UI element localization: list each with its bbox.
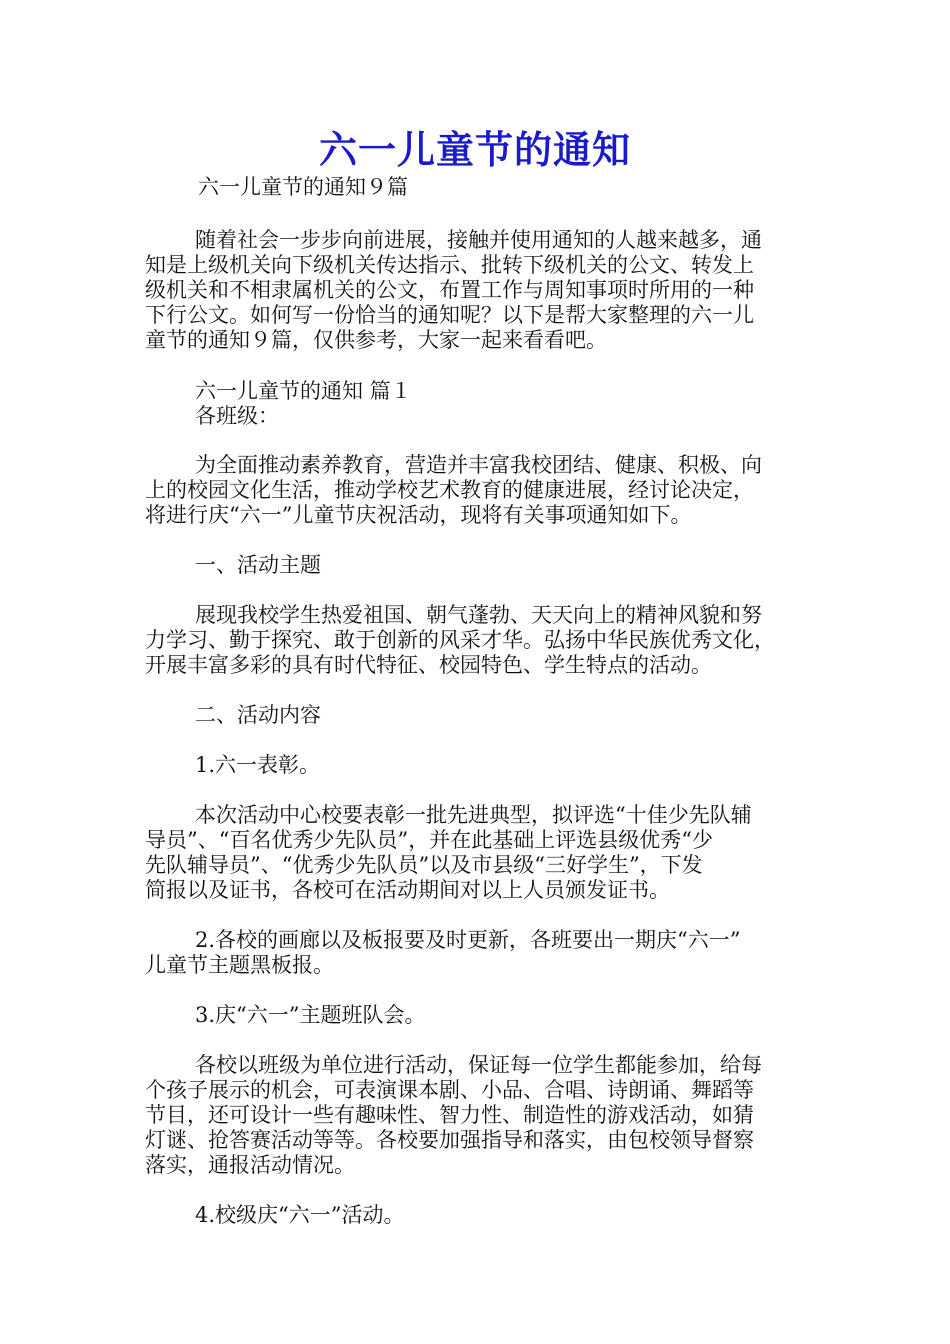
intro-line: 童节的通知９篇，仅供参考，大家一起来看看吧。 (145, 328, 607, 352)
paragraph-line: 将进行庆“六一”儿童节庆祝活动，现将有关事项通知如下。 (145, 503, 692, 527)
list-item: 2.各校的画廊以及板报要及时更新，各班要出一期庆“六一” (195, 928, 741, 952)
paragraph-line: 个孩子展示的机会，可表演课本剧、小品、合唱、诗朗诵、舞蹈等 (145, 1078, 754, 1102)
paragraph-line: 本次活动中心校要表彰一批先进典型，拟评选“十佳少先队辅 (195, 803, 752, 827)
intro-line: 下行公文。如何写一份恰当的通知呢？以下是帮大家整理的六一儿 (145, 303, 754, 327)
paragraph-line: 先队辅导员”、“优秀少先队员”以及市县级“三好学生”，下发 (145, 853, 703, 877)
list-item: 3.庆“六一”主题班队会。 (195, 1003, 426, 1027)
paragraph-line: 落实，通报活动情况。 (145, 1153, 355, 1177)
paragraph-line: 节目，还可设计一些有趣味性、智力性、制造性的游戏活动，如猜 (145, 1103, 754, 1127)
heading-activity-theme: 一、活动主题 (195, 553, 321, 577)
paragraph-line: 导员”、“百名优秀少先队员”，并在此基础上评选县级优秀“少 (145, 828, 713, 852)
salutation: 各班级： (195, 404, 279, 428)
list-item: 4.校级庆“六一”活动。 (195, 1203, 405, 1227)
paragraph-line: 为全面推动素养教育，营造并丰富我校团结、健康、积极、向 (195, 453, 762, 477)
document-subtitle: 六一儿童节的通知９篇 (198, 175, 408, 199)
paragraph-line: 展现我校学生热爱祖国、朝气蓬勃、天天向上的精神风貌和努 (195, 603, 762, 627)
list-item: 儿童节主题黑板报。 (145, 953, 334, 977)
intro-line: 随着社会一步步向前进展，接触并使用通知的人越来越多，通 (195, 228, 762, 252)
intro-line: 知是上级机关向下级机关传达指示、批转下级机关的公文、转发上 (145, 253, 754, 277)
paragraph-line: 简报以及证书，各校可在活动期间对以上人员颁发证书。 (145, 878, 670, 902)
paragraph-line: 力学习、勤于探究、敢于创新的风采才华。弘扬中华民族优秀文化， (145, 628, 775, 652)
paragraph-line: 上的校园文化生活，推动学校艺术教育的健康进展，经讨论决定， (145, 478, 754, 502)
intro-line: 级机关和不相隶属机关的公文，布置工作与周知事项时所用的一种 (145, 278, 754, 302)
document-title: 六一儿童节的通知 (318, 127, 631, 172)
paragraph-line: 开展丰富多彩的具有时代特征、校园特色、学生特点的活动。 (145, 653, 712, 677)
section-heading: 六一儿童节的通知 篇１ (195, 379, 412, 403)
paragraph-line: 灯谜、抢答赛活动等等。各校要加强指导和落实，由包校领导督察 (145, 1128, 754, 1152)
heading-activity-content: 二、活动内容 (195, 703, 321, 727)
list-item: 1.六一表彰。 (195, 753, 321, 777)
paragraph-line: 各校以班级为单位进行活动，保证每一位学生都能参加，给每 (195, 1053, 762, 1077)
